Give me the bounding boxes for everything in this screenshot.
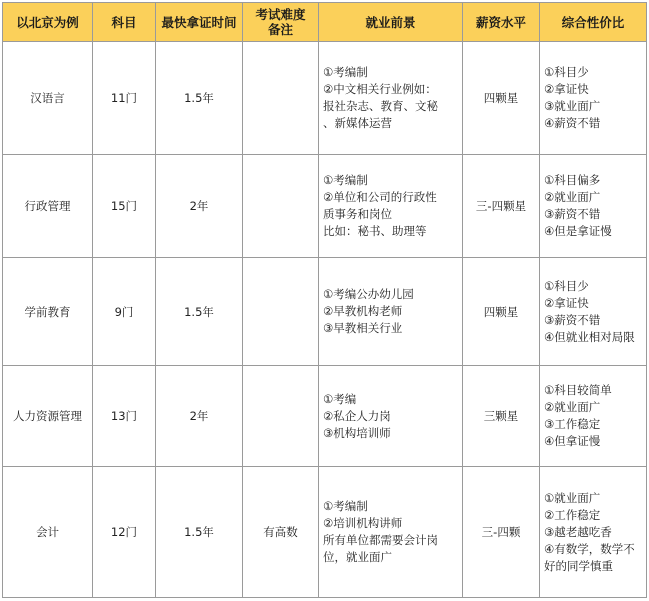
prospect-line: 、新媒体运营 <box>323 116 392 130</box>
prospect-line: ②培训机构讲师 <box>323 516 403 530</box>
cell-salary: 三-四颗星 <box>463 155 540 258</box>
cell-major: 会计 <box>3 467 93 598</box>
table-row <box>3 258 647 366</box>
header-subjects: 科目 <box>93 3 156 42</box>
cell-value <box>540 155 647 258</box>
prospect-line: ①考编 <box>323 391 357 406</box>
cell-subjects: 9门 <box>93 258 156 366</box>
prospect-line: ②单位和公司的行政性 <box>323 190 437 204</box>
value-line: ④薪资不错 <box>544 116 601 130</box>
value-line: ③越老越吃香 <box>544 524 612 539</box>
cell-prospects <box>319 155 463 258</box>
cell-salary: 三-四颗 <box>463 467 540 598</box>
cell-major: 学前教育 <box>3 258 93 366</box>
prospect-line: ①考编制 <box>323 499 368 513</box>
cell-prospects <box>319 366 463 467</box>
cell-fastest-time: 2年 <box>156 366 243 467</box>
header-difficulty-note: 考试难度 备注 <box>243 3 319 42</box>
cell-salary: 四颗星 <box>463 258 540 366</box>
cell-fastest-time: 1.5年 <box>156 42 243 155</box>
prospect-line: ①考编制 <box>323 65 368 79</box>
prospect-line: ②私企人力岗 <box>323 408 391 423</box>
cell-subjects: 11门 <box>93 42 156 155</box>
value-line: ①科目少 <box>544 65 589 79</box>
value-line: ③工作稳定 <box>544 417 601 431</box>
prospect-line: 比如：秘书、助理等 <box>323 224 427 238</box>
cell-difficulty-note: 有高数 <box>243 467 319 598</box>
value-line: ②拿证快 <box>544 295 589 310</box>
value-line: ③薪资不错 <box>544 312 601 327</box>
cell-value <box>540 42 647 155</box>
value-line: ①科目偏多 <box>544 173 601 187</box>
table-row <box>3 366 647 467</box>
cell-salary: 三颗星 <box>463 366 540 467</box>
header-major: 以北京为例 <box>3 3 93 42</box>
value-line: ②就业面广 <box>544 190 601 204</box>
prospect-line: ①考编公办幼儿园 <box>323 287 414 301</box>
prospect-line: 质事务和岗位 <box>323 207 392 221</box>
cell-prospects <box>319 42 463 155</box>
cell-difficulty-note <box>243 366 319 467</box>
comparison-table <box>2 2 647 598</box>
cell-difficulty-note <box>243 258 319 366</box>
cell-value <box>540 366 647 467</box>
cell-major: 汉语言 <box>3 42 93 155</box>
header-prospects: 就业前景 <box>319 3 463 42</box>
cell-salary: 四颗星 <box>463 42 540 155</box>
prospect-line: 所有单位都需要会计岗 <box>323 533 438 547</box>
prospect-line: 报社杂志、教育、文秘 <box>323 99 438 113</box>
cell-major: 行政管理 <box>3 155 93 258</box>
cell-prospects <box>319 467 463 598</box>
value-line: ①科目少 <box>544 278 589 293</box>
cell-value <box>540 258 647 366</box>
prospect-line: ③早教相关行业 <box>323 321 403 335</box>
value-line: ②就业面广 <box>544 400 601 414</box>
value-line: 好的同学慎重 <box>544 558 613 573</box>
table-row <box>3 155 647 258</box>
prospect-line: ①考编制 <box>323 173 368 187</box>
cell-fastest-time: 1.5年 <box>156 258 243 366</box>
value-line: ①就业面广 <box>544 490 601 505</box>
value-line: ③薪资不错 <box>544 207 601 221</box>
value-line: ④有数学，数学不 <box>544 541 635 556</box>
value-line: ④但就业相对局限 <box>544 329 635 344</box>
value-line: ③就业面广 <box>544 99 601 113</box>
cell-value <box>540 467 647 598</box>
header-salary: 薪资水平 <box>463 3 540 42</box>
header-value: 综合性价比 <box>540 3 647 42</box>
cell-fastest-time: 2年 <box>156 155 243 258</box>
table-row <box>3 467 647 598</box>
cell-subjects: 12门 <box>93 467 156 598</box>
cell-prospects <box>319 258 463 366</box>
cell-difficulty-note <box>243 42 319 155</box>
cell-major: 人力资源管理 <box>3 366 93 467</box>
value-line: ④但是拿证慢 <box>544 224 612 238</box>
table-row <box>3 42 647 155</box>
value-line: ②工作稳定 <box>544 507 601 522</box>
prospect-line: ③机构培训师 <box>323 425 391 440</box>
cell-fastest-time: 1.5年 <box>156 467 243 598</box>
value-line: ②拿证快 <box>544 82 589 96</box>
prospect-line: ②早教机构老师 <box>323 304 403 318</box>
cell-difficulty-note <box>243 155 319 258</box>
value-line: ④但拿证慢 <box>544 434 601 448</box>
header-row <box>3 3 647 42</box>
value-line: ①科目较简单 <box>544 383 612 397</box>
prospect-line: 位，就业面广 <box>323 550 392 564</box>
header-fastest-time: 最快拿证时间 <box>156 3 243 42</box>
cell-subjects: 13门 <box>93 366 156 467</box>
cell-subjects: 15门 <box>93 155 156 258</box>
prospect-line: ②中文相关行业例如： <box>323 82 437 96</box>
